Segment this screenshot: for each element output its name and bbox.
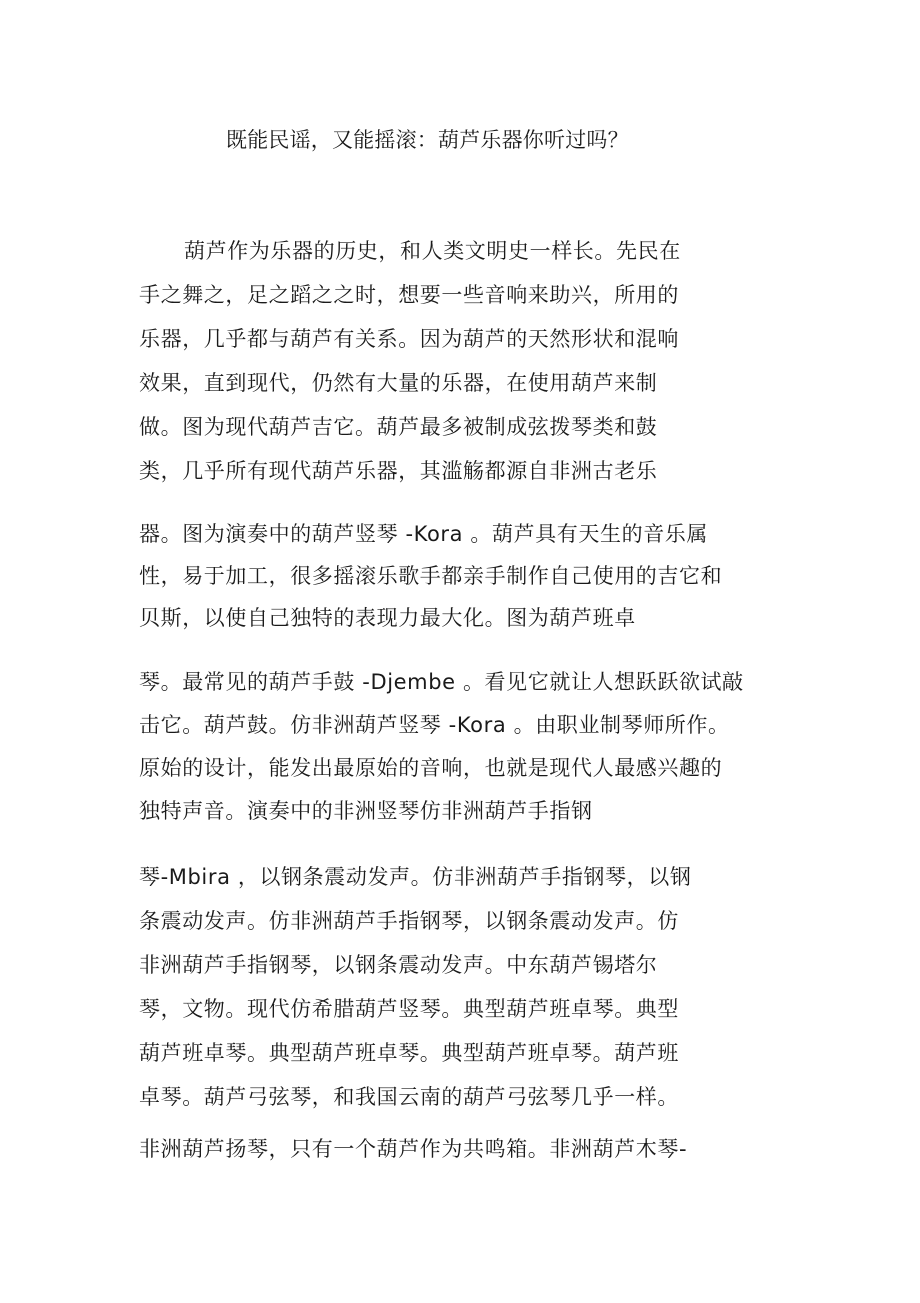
text-line: 性，易于加工，很多摇滚乐歌手都亲手制作自己使用的吉它和: [139, 564, 723, 588]
text-line: 器。图为演奏中的葫芦竖琴 -Kora 。葫芦具有天生的音乐属: [139, 522, 709, 546]
text-line: 琴，文物。现代仿希腊葫芦竖琴。典型葫芦班卓琴。典型: [139, 997, 679, 1021]
document-title: 既能民谣，又能摇滚：葫芦乐器你听过吗？: [226, 128, 629, 152]
text-line: 葫芦班卓琴。典型葫芦班卓琴。典型葫芦班卓琴。葫芦班: [139, 1041, 679, 1065]
text-line: 条震动发声。仿非洲葫芦手指钢琴，以钢条震动发声。仿: [139, 909, 679, 933]
text-line: 做。图为现代葫芦吉它。葫芦最多被制成弦拨琴类和鼓: [139, 415, 658, 439]
text-line: 类，几乎所有现代葫芦乐器，其滥觞都源自非洲古老乐: [139, 459, 658, 483]
text-line: 琴。最常见的葫芦手鼓 -Djembe 。看见它就让人想跃跃欲试敲: [139, 670, 744, 694]
text-line: 非洲葫芦手指钢琴，以钢条震动发声。中东葫芦锡塔尔: [139, 953, 658, 977]
text-line: 葫芦作为乐器的历史，和人类文明史一样长。先民在: [184, 239, 681, 263]
text-line: 贝斯，以使自己独特的表现力最大化。图为葫芦班卓: [139, 606, 636, 630]
text-line: 效果，直到现代，仍然有大量的乐器，在使用葫芦来制: [139, 371, 658, 395]
text-line: 卓琴。葫芦弓弦琴，和我国云南的葫芦弓弦琴几乎一样。: [139, 1085, 679, 1109]
text-line: 击它。葫芦鼓。仿非洲葫芦竖琴 -Kora 。由职业制琴师所作。: [139, 713, 730, 737]
text-line: 手之舞之，足之蹈之之时，想要一些音响来助兴，所用的: [139, 283, 679, 307]
text-line: 乐器，几乎都与葫芦有关系。因为葫芦的天然形状和混响: [139, 327, 679, 351]
text-line: 独特声音。演奏中的非洲竖琴仿非洲葫芦手指钢: [139, 799, 593, 823]
text-line: 原始的设计，能发出最原始的音响，也就是现代人最感兴趣的: [139, 756, 723, 780]
text-line: 琴-Mbira ，以钢条震动发声。仿非洲葫芦手指钢琴，以钢: [139, 865, 692, 889]
text-line: 非洲葫芦扬琴，只有一个葫芦作为共鸣箱。非洲葫芦木琴-: [139, 1137, 688, 1161]
